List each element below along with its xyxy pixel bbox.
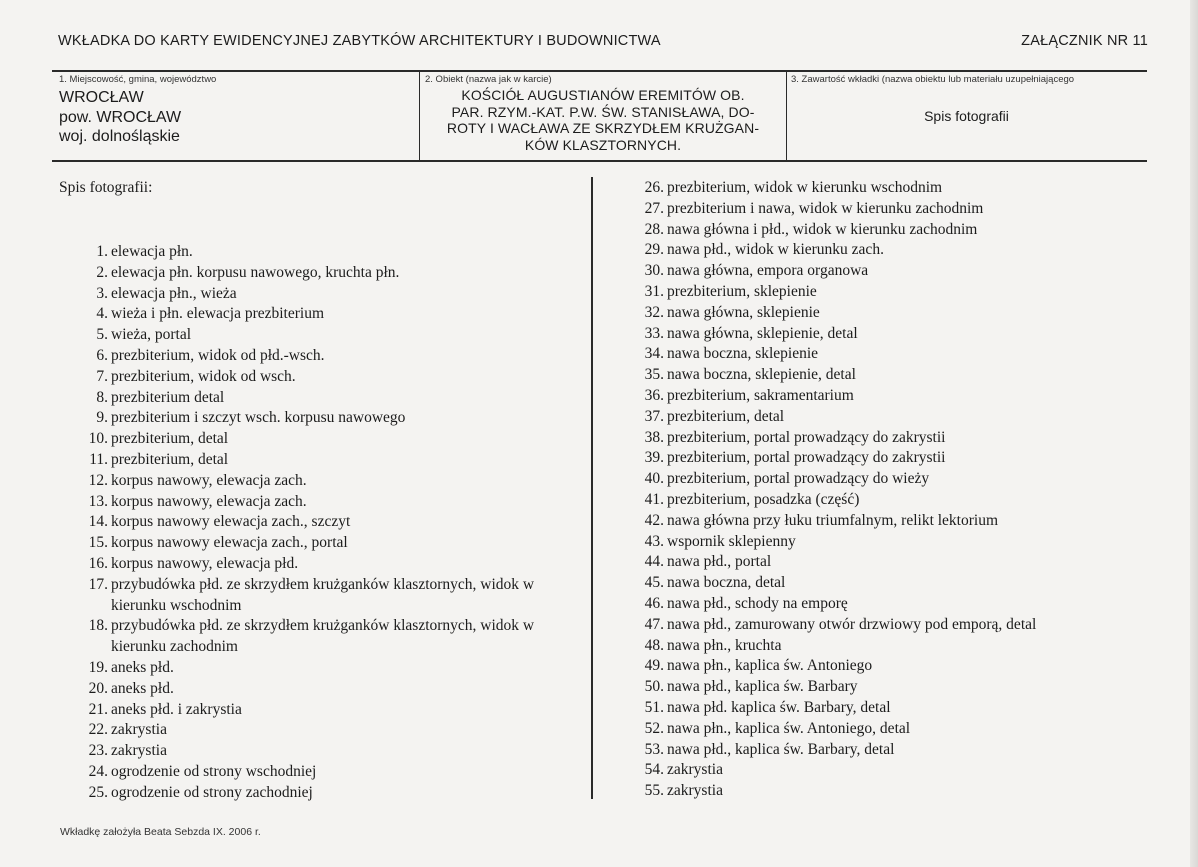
photo-list-title: Spis fotografii: — [59, 179, 153, 196]
list-item-text: ogrodzenie od strony zachodniej — [111, 783, 313, 801]
list-item-text: prezbiterium, portal prowadzący do wieży — [667, 470, 930, 488]
list-item — [638, 303, 1138, 324]
list-item-number: 53. — [644, 740, 664, 758]
object-cell — [419, 72, 787, 160]
list-item-number: 17. — [88, 575, 108, 593]
list-item — [638, 781, 1138, 802]
list-item-text: elewacja płn. — [111, 243, 193, 260]
list-item-text: prezbiterium, widok od wsch. — [111, 367, 296, 385]
list-item-number: 8. — [96, 388, 108, 406]
list-item — [82, 284, 582, 305]
list-item — [82, 575, 582, 617]
list-item-text: nawa boczna, detal — [667, 574, 786, 592]
list-item-number: 12. — [88, 471, 108, 489]
list-item — [82, 367, 582, 388]
list-item-text: przybudówka płd. ze skrzydłem krużganków klasztornych, widok w kierunku zachodnim — [111, 617, 535, 656]
list-item — [638, 636, 1138, 657]
list-item-number: 23. — [88, 742, 108, 760]
list-item — [638, 344, 1138, 365]
list-item-text: zakrystia — [667, 761, 723, 779]
list-item — [82, 242, 582, 263]
list-item-number: 35. — [644, 366, 664, 384]
list-item — [638, 740, 1138, 761]
list-item-number: 14. — [88, 513, 108, 531]
list-item-text: aneks płd. — [111, 658, 174, 676]
list-item — [82, 533, 582, 554]
list-item-text: korpus nawowy elewacja zach., portal — [111, 534, 348, 552]
photo-list-right — [638, 178, 1138, 802]
list-item-number: 18. — [88, 617, 108, 635]
list-item-number: 43. — [644, 532, 664, 550]
list-item-text: korpus nawowy, elewacja zach. — [111, 492, 307, 510]
location-value — [59, 88, 181, 147]
list-item — [82, 304, 582, 325]
list-item-number: 22. — [88, 721, 108, 739]
list-item-text: nawa główna, sklepienie, detal — [667, 324, 858, 342]
list-item-text: nawa główna, empora organowa — [667, 262, 869, 280]
list-item-number: 27. — [644, 199, 664, 217]
list-item-number: 33. — [644, 324, 664, 342]
list-item-number: 9. — [96, 409, 108, 427]
list-item-text: nawa płd., kaplica św. Barbary — [667, 678, 858, 696]
list-item-number: 26. — [644, 179, 664, 196]
list-item-text: nawa główna, sklepienie — [667, 303, 820, 321]
location-county: pow. WROCŁAW — [59, 108, 182, 126]
list-item-number: 46. — [644, 594, 664, 612]
list-item — [82, 346, 582, 367]
list-item — [82, 325, 582, 346]
list-item-text: prezbiterium i nawa, widok w kierunku zachodnim — [667, 199, 984, 217]
list-item-text: prezbiterium, detal — [111, 450, 229, 468]
list-item — [638, 698, 1138, 719]
list-item-number: 32. — [644, 303, 664, 321]
list-item-number: 30. — [644, 262, 664, 280]
list-item — [82, 408, 582, 429]
list-item-number: 51. — [644, 698, 664, 716]
list-item — [82, 720, 582, 741]
list-item-text: nawa płn., kaplica św. Antoniego — [667, 657, 873, 675]
list-item-number: 38. — [644, 428, 664, 446]
list-item — [82, 450, 582, 471]
list-item-number: 52. — [644, 719, 664, 737]
list-item-number: 4. — [96, 305, 108, 323]
list-item-text: aneks płd. i zakrystia — [111, 700, 242, 718]
list-item — [638, 365, 1138, 386]
list-item-number: 42. — [644, 511, 664, 529]
identification-box — [52, 70, 1147, 162]
object-name-line: KOŚCIÓŁ AUGUSTIANÓW EREMITÓW OB. — [461, 87, 745, 103]
contents-cell — [786, 72, 1147, 160]
list-item-number: 55. — [644, 782, 664, 800]
list-item-text: nawa boczna, sklepienie — [667, 345, 819, 363]
list-item-number: 39. — [644, 449, 664, 467]
list-item-text: prezbiterium, detal — [667, 407, 785, 425]
list-item — [638, 511, 1138, 532]
list-item-text: nawa boczna, sklepienie, detal — [667, 366, 856, 384]
list-item-text: prezbiterium, portal prowadzący do zakrystii — [667, 449, 946, 467]
list-item-text: prezbiterium i szczyt wsch. korpusu nawowego — [111, 409, 406, 427]
list-item — [638, 552, 1138, 573]
object-label: 2. Obiekt (nazwa jak w karcie) — [425, 74, 552, 85]
list-item — [638, 594, 1138, 615]
list-item — [638, 220, 1138, 241]
list-item-text: nawa płd., zamurowany otwór drzwiowy pod emporą, detal — [667, 615, 1037, 633]
list-item-number: 49. — [644, 657, 664, 675]
footer-note: Wkładkę założyła Beata Sebzda IX. 2006 r. — [60, 826, 261, 838]
list-item-text: wieża, portal — [111, 326, 192, 344]
list-item-text: nawa płn., kaplica św. Antoniego, detal — [667, 719, 911, 737]
list-item-text: ogrodzenie od strony wschodniej — [111, 762, 317, 780]
list-item — [82, 741, 582, 762]
list-item-number: 11. — [89, 450, 108, 468]
contents-label: 3. Zawartość wkładki (nazwa obiektu lub materiału uzupełniającego — [791, 74, 1075, 85]
list-item — [82, 388, 582, 409]
list-item — [82, 700, 582, 721]
list-item-text: wspornik sklepienny — [667, 532, 796, 550]
list-item — [638, 324, 1138, 345]
document-header — [58, 33, 1148, 49]
object-name-line: PAR. RZYM.-KAT. P.W. ŚW. STANISŁAWA, DO- — [451, 103, 755, 120]
list-item-number: 47. — [644, 615, 664, 633]
list-item — [638, 178, 1138, 199]
list-item-text: prezbiterium, posadzka (część) — [667, 490, 860, 508]
list-item — [638, 199, 1138, 220]
list-item-text: zakrystia — [667, 782, 723, 800]
list-item-number: 25. — [88, 783, 108, 801]
list-item — [638, 261, 1138, 282]
list-item-text: nawa płd., portal — [667, 553, 772, 571]
column-divider — [591, 177, 593, 799]
list-item — [638, 760, 1138, 781]
list-item-number: 5. — [96, 326, 108, 344]
list-item — [82, 471, 582, 492]
list-item-number: 50. — [644, 678, 664, 696]
list-item — [638, 615, 1138, 636]
list-item — [82, 616, 582, 658]
object-name — [420, 87, 786, 153]
list-item-text: korpus nawowy elewacja zach., szczyt — [111, 513, 351, 531]
list-item-number: 15. — [88, 534, 108, 552]
list-item — [638, 656, 1138, 677]
list-item-number: 40. — [644, 470, 664, 488]
object-name-line: KÓW KLASZTORNYCH. — [524, 136, 682, 153]
list-item — [82, 762, 582, 783]
list-item — [638, 386, 1138, 407]
list-item-text: nawa główna przy łuku triumfalnym, relikt lektorium — [667, 511, 999, 529]
list-item — [82, 783, 582, 804]
list-item-text: zakrystia — [111, 742, 167, 760]
list-item-number: 2. — [96, 263, 108, 281]
list-item-number: 44. — [644, 553, 664, 571]
list-item-text: prezbiterium, widok od płd.-wsch. — [111, 346, 325, 364]
list-item — [82, 429, 582, 450]
list-item-text: prezbiterium detal — [111, 388, 225, 406]
list-item-text: nawa płd., widok w kierunku zach. — [667, 241, 884, 259]
location-city: WROCŁAW — [59, 89, 144, 106]
list-item-text: korpus nawowy, elewacja zach. — [111, 471, 307, 489]
location-cell — [52, 72, 419, 160]
list-item — [638, 240, 1138, 261]
list-item-number: 45. — [644, 574, 664, 592]
list-item — [638, 428, 1138, 449]
list-item-text: zakrystia — [111, 721, 167, 739]
list-item-number: 36. — [644, 386, 664, 404]
list-item-text: prezbiterium, detal — [111, 430, 229, 448]
list-item-number: 13. — [88, 492, 108, 510]
list-item-number: 6. — [96, 346, 108, 364]
list-item — [82, 658, 582, 679]
list-item — [638, 677, 1138, 698]
location-voivodeship: woj. dolnośląskie — [59, 128, 180, 145]
annex-number: ZAŁĄCZNIK NR 11 — [1021, 33, 1148, 49]
list-item-text: nawa płd. kaplica św. Barbary, detal — [667, 698, 891, 716]
list-item-number: 48. — [644, 636, 664, 654]
list-item-number: 3. — [96, 284, 108, 302]
list-item-text: przybudówka płd. ze skrzydłem krużganków klasztornych, widok w kierunku wschodnim — [111, 575, 535, 614]
object-name-line: ROTY I WACŁAWA ZE SKRZYDŁEM KRUŻGAN- — [446, 120, 760, 136]
list-item-number: 19. — [88, 658, 108, 676]
list-item — [638, 469, 1138, 490]
contents-value: Spis fotografii — [924, 108, 1009, 124]
list-item — [638, 573, 1138, 594]
list-item-number: 41. — [644, 490, 664, 508]
list-item-text: prezbiterium, sklepienie — [667, 282, 817, 300]
list-item-text: nawa płd., schody na emporę — [667, 594, 848, 612]
list-item-number: 34. — [644, 345, 664, 363]
list-item-text: elewacja płn., wieża — [111, 284, 237, 302]
list-item-number: 37. — [644, 407, 664, 425]
document-title: WKŁADKA DO KARTY EWIDENCYJNEJ ZABYTKÓW ARCHITEKTURY I BUDOWNICTWA — [58, 33, 661, 49]
list-item — [82, 263, 582, 284]
list-item — [82, 512, 582, 533]
list-item — [82, 679, 582, 700]
photo-list-left — [82, 242, 582, 804]
page-edge — [1190, 0, 1198, 867]
list-item-number: 7. — [96, 367, 108, 385]
list-item-text: nawa płn., kruchta — [667, 636, 782, 654]
list-item-text: prezbiterium, portal prowadzący do zakrystii — [667, 428, 946, 446]
list-item-text: nawa płd., kaplica św. Barbary, detal — [667, 740, 895, 758]
list-item-number: 24. — [88, 762, 108, 780]
list-item-text: korpus nawowy, elewacja płd. — [111, 554, 299, 572]
list-item-text: prezbiterium, widok w kierunku wschodnim — [667, 179, 943, 196]
list-item-text: wieża i płn. elewacja prezbiterium — [111, 305, 325, 323]
list-item — [638, 532, 1138, 553]
list-item — [82, 554, 582, 575]
list-item-number: 54. — [644, 761, 664, 779]
list-item-number: 16. — [88, 554, 108, 572]
list-item-number: 20. — [88, 679, 108, 697]
list-item — [82, 492, 582, 513]
list-item-text: nawa główna i płd., widok w kierunku zachodnim — [667, 220, 978, 238]
list-item-text: prezbiterium, sakramentarium — [667, 386, 854, 404]
list-item — [638, 719, 1138, 740]
list-item-number: 31. — [644, 282, 664, 300]
list-item-text: aneks płd. — [111, 679, 174, 697]
list-item-number: 21. — [88, 700, 108, 718]
list-item — [638, 448, 1138, 469]
list-item-text: elewacja płn. korpusu nawowego, kruchta płn. — [111, 263, 400, 281]
list-item-number: 29. — [644, 241, 664, 259]
location-label: 1. Miejscowość, gmina, województwo — [59, 74, 217, 85]
list-item-number: 1. — [96, 243, 108, 260]
list-item — [638, 490, 1138, 511]
list-item-number: 28. — [644, 220, 664, 238]
list-item — [638, 282, 1138, 303]
list-item-number: 10. — [88, 430, 108, 448]
list-item — [638, 407, 1138, 428]
